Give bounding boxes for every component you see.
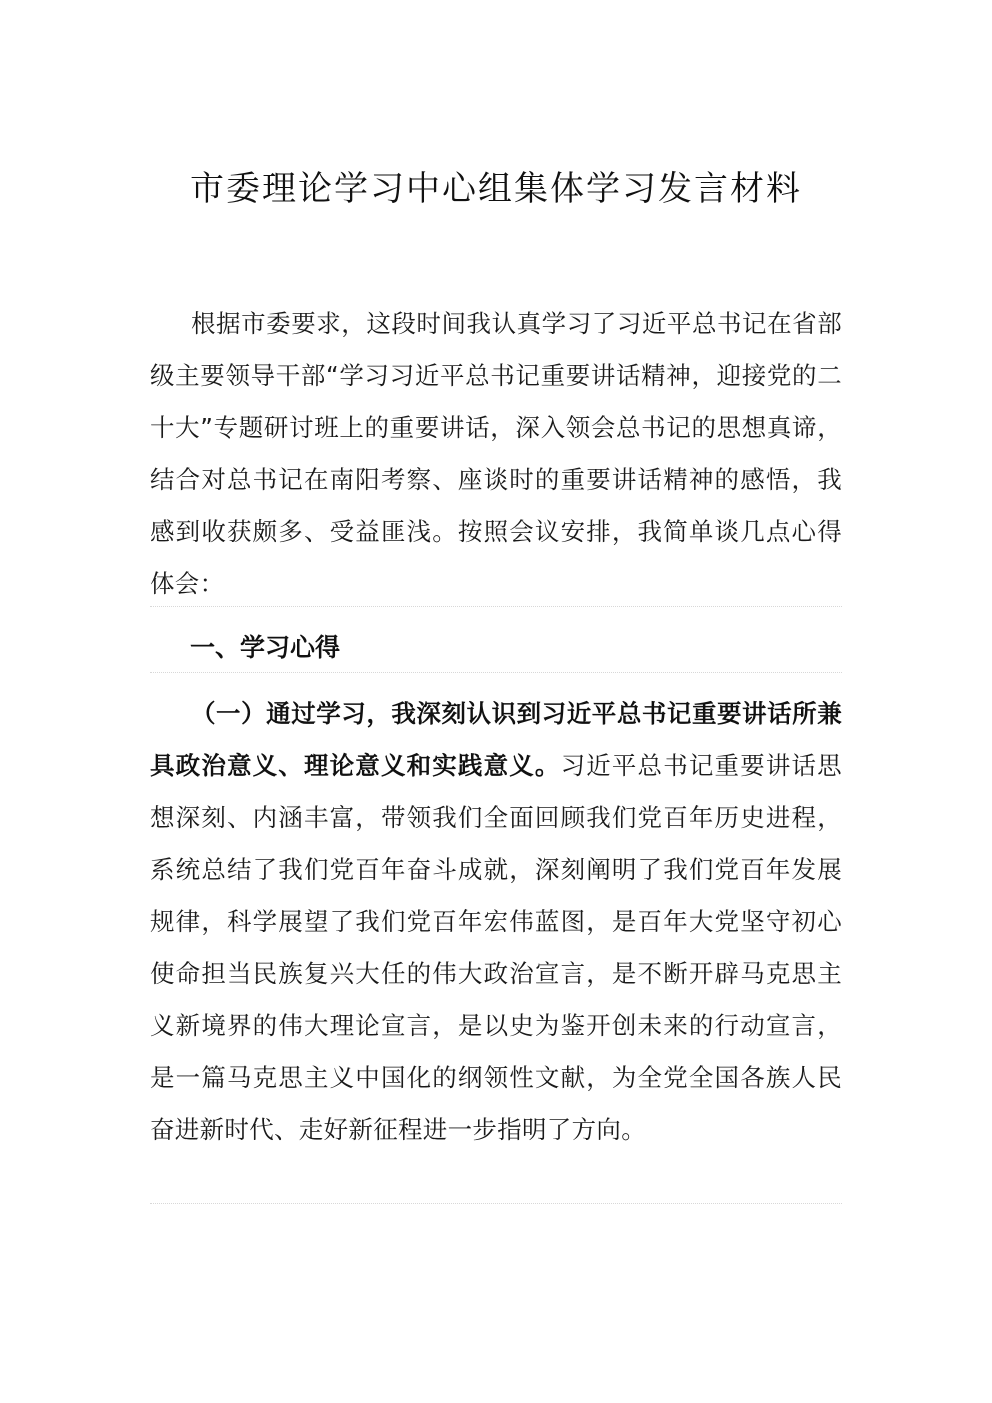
document-title: 市委理论学习中心组集体学习发言材料 <box>190 169 802 209</box>
divider <box>150 672 842 673</box>
subsection-lead: （一）通过学习，我深刻认识到习近平总书记重要讲话所兼具政治意义、理论意义和实践意义。 <box>150 699 842 780</box>
section-heading: 一、学习心得 <box>190 633 341 662</box>
subsection-body: 习近平总书记重要讲话思想深刻、内涵丰富，带领我们全面回顾我们党百年历史进程，系统总结了我们党百年奋斗成就，深刻阐明了我们党百年发展规律，科学展望了我们党百年宏伟蓝图，是百年大党坚守初心使命担当民族复兴大任的伟大政治宣言，是不断开辟马克思主义新境界的伟大理论宣言，是以史为鉴开创未来的行动宣言，是一篇马克思主义中国化的纲领性文献，为全党全国各族人民奋进新时代、走好新征程进一步指明了方向。 <box>150 751 842 1144</box>
divider <box>150 1203 842 1204</box>
divider <box>150 606 842 607</box>
subsection-paragraph <box>150 688 842 1156</box>
intro-paragraph: 根据市委要求，这段时间我认真学习了习近平总书记在省部级主要领导干部“学习习近平总书记重要讲话精神，迎接党的二十大”专题研讨班上的重要讲话，深入领会总书记的思想真谛，结合对总书记在南阳考察、座谈时的重要讲话精神的感悟，我感到收获颇多、受益匪浅。按照会议安排，我简单谈几点心得体会： <box>150 309 842 598</box>
